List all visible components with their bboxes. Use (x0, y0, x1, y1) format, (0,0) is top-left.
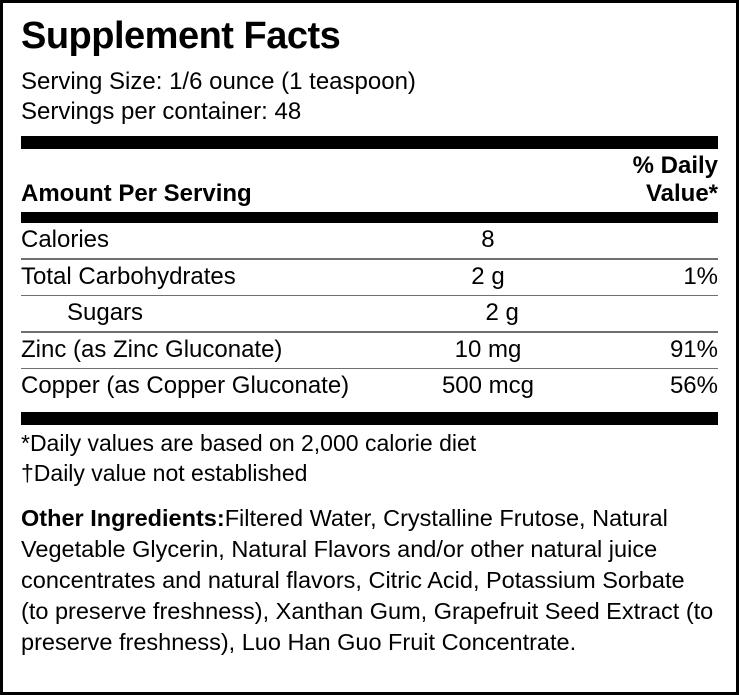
table-row (21, 333, 718, 368)
row-daily-value: 91% (669, 335, 718, 363)
row-daily-value: 1% (683, 262, 718, 290)
row-label: Copper (as Copper Gluconate) (21, 372, 350, 400)
nutrition-rows (21, 333, 718, 368)
table-header-row (21, 149, 718, 212)
other-ingredients-text: Filtered Water, Crystalline Frutose, Natural Vegetable Glycerin, Natural Flavors and/or other natural juice concentrates and natural flavors, Citric Acid, Potassium Sorbate (to preserve freshness), Xanthan Gum, Grapefruit Seed Extract (to preserve freshness), Luo Han Guo Fruit Concentrate. (21, 504, 714, 655)
servings-per-container-line: Servings per container: 48 (21, 98, 302, 126)
table-row (21, 260, 718, 295)
row-amount: 500 mcg (441, 372, 535, 400)
other-ingredients-heading: Other Ingredients: (21, 504, 225, 531)
row-amount: 2 g (485, 299, 519, 327)
divider-thick-bottom (21, 412, 718, 425)
column-header-daily-value: % Daily Value* (632, 152, 718, 208)
table-row (21, 223, 718, 258)
table-row (21, 369, 718, 404)
nutrition-rows (21, 369, 718, 404)
footnote-not-established: †Daily value not established (21, 460, 308, 487)
row-amount: 2 g (471, 262, 505, 290)
nutrition-rows (21, 223, 718, 258)
row-daily-value (587, 296, 718, 331)
row-label: Sugars (67, 299, 144, 327)
row-label: Total Carbohydrates (21, 262, 236, 290)
divider-thick-top (21, 136, 718, 149)
divider-thick-header (21, 212, 718, 223)
footnotes (21, 429, 718, 489)
row-amount: 8 (481, 226, 495, 254)
column-header-spacer (397, 149, 578, 212)
row-label: Calories (21, 226, 110, 254)
nutrition-rows (21, 296, 718, 331)
row-daily-value (579, 223, 718, 258)
row-daily-value: 56% (669, 372, 718, 400)
other-ingredients (21, 503, 718, 658)
row-label: Zinc (as Zinc Gluconate) (21, 335, 283, 363)
page-title: Supplement Facts (21, 15, 341, 57)
serving-size-line: Serving Size: 1/6 ounce (1 teaspoon) (21, 67, 416, 95)
footnote-daily-values: *Daily values are based on 2,000 calorie diet (21, 430, 477, 457)
row-amount: 10 mg (454, 335, 522, 363)
column-header-amount: Amount Per Serving (21, 180, 252, 208)
table-row (21, 296, 718, 331)
nutrition-rows (21, 260, 718, 295)
nutrition-table (21, 149, 718, 212)
